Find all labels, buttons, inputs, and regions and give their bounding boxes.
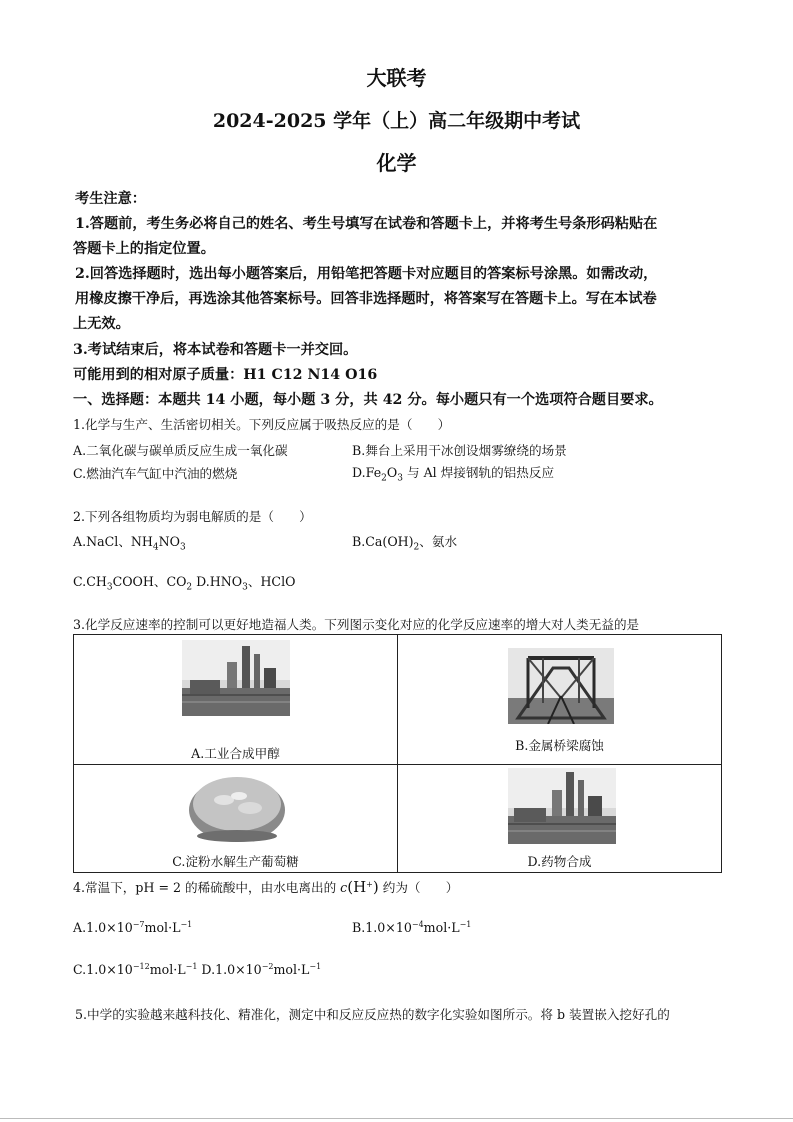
q1-option-a: A.二氧化碳与碳单质反应生成一氧化碳 (73, 443, 288, 458)
q4-option-a: $A.1.0\times 10^{-7}mol\cdot L^{-1}$ (73, 920, 193, 936)
q4-option-b: $B.1.0\times 10^{-4}mol\cdot L^{-1}$ (352, 920, 472, 936)
q3-cell-c (74, 765, 398, 873)
factory-image (182, 640, 290, 716)
q2-option-c-d: $C.CH_3COOH$、$CO_2$ $D.HNO_3$、HClO (73, 574, 296, 593)
q4-option-c-d: $C.1.0\times 10^{-12}mol\cdot L^{-1}$ $D.1.0\times 10^{-2}mol\cdot L^{-1}$ (73, 962, 322, 978)
pharma-plant-image (508, 768, 616, 844)
q2-stem: 2.下列各组物质均为弱电解质的是（ ） (73, 509, 312, 524)
page-bottom-rule (0, 1118, 793, 1119)
notice-item-2b: 用橡皮擦干净后，再选涂其他答案标号。回答非选择题时，将答案写在答题卡上。写在本试卷 (75, 291, 657, 307)
q3-stem: 3.化学反应速率的控制可以更好地造福人类。下列图示变化对应的化学反应速率的增大对人类无益的是 (73, 617, 640, 632)
notice-item-2c: 上无效。 (73, 316, 130, 332)
q3-cell-a (74, 635, 398, 765)
q1-option-b: B.舞台上采用干冰创设烟雾缭绕的场景 (352, 443, 567, 458)
q2-option-a: A.NaCl、$NH_4NO_3$ (73, 534, 186, 553)
notice-item-3: 3.考试结束后，将本试卷和答题卡一并交回。 (73, 342, 358, 358)
q1-stem: 1.化学与生产、生活密切相关。下列反应属于吸热反应的是（ ） (73, 417, 451, 432)
notice-item-2a: 2.回答选择题时，选出每小题答案后，用铅笔把答题卡对应题目的答案标号涂黑。如需改动， (75, 266, 658, 282)
notice-heading: 考生注意： (75, 191, 146, 207)
q2-option-b: $B.Ca(OH)_2$、氨水 (352, 534, 458, 553)
q3-option-b: B.金属桥梁腐蚀 (515, 738, 604, 753)
notice-item-1a: 1.答题前，考生务必将自己的姓名、考生号填写在试卷和答题卡上，并将考生号条形码粘贴在 (75, 216, 658, 232)
q1-option-c: C.燃油汽车气缸中汽油的燃烧 (73, 466, 238, 481)
q1-option-d: $D.Fe_2O_3$ 与 Al 焊接钢轨的铝热反应 (352, 465, 555, 484)
q3-image-table (73, 634, 722, 873)
exam-title: 2024-2025 学年（上）高二年级期中考试 (212, 110, 581, 132)
exam-subject: 化学 (376, 151, 417, 175)
notice-item-1b: 答题卡上的指定位置。 (73, 241, 215, 257)
starch-dish-image (184, 768, 290, 848)
q3-cell-b (398, 635, 722, 765)
q5-stem: 5.中学的实验越来越科技化、精准化，测定中和反应反应热的数字化实验如图所示。将 b 装置嵌入挖好孔的 (75, 1007, 670, 1022)
atomic-mass-line: 可能用到的相对原子质量：H1 C12 N14 O16 (73, 367, 378, 383)
q3-option-d: D.药物合成 (527, 854, 592, 869)
q4-stem: 4.常温下，pH = 2 的稀硫酸中，由水电离出的 c(H+) 约为（ ） (73, 878, 459, 896)
q3-option-a: A.工业合成甲醇 (191, 746, 280, 761)
q3-option-c: C.淀粉水解生产葡萄糖 (172, 854, 299, 869)
section-1-heading: 一、选择题：本题共 14 小题，每小题 3 分，共 42 分。每小题只有一个选项符合题目要求。 (73, 392, 663, 408)
bridge-image (508, 648, 614, 724)
exam-brand: 大联考 (366, 66, 427, 90)
q3-cell-d (398, 765, 722, 873)
